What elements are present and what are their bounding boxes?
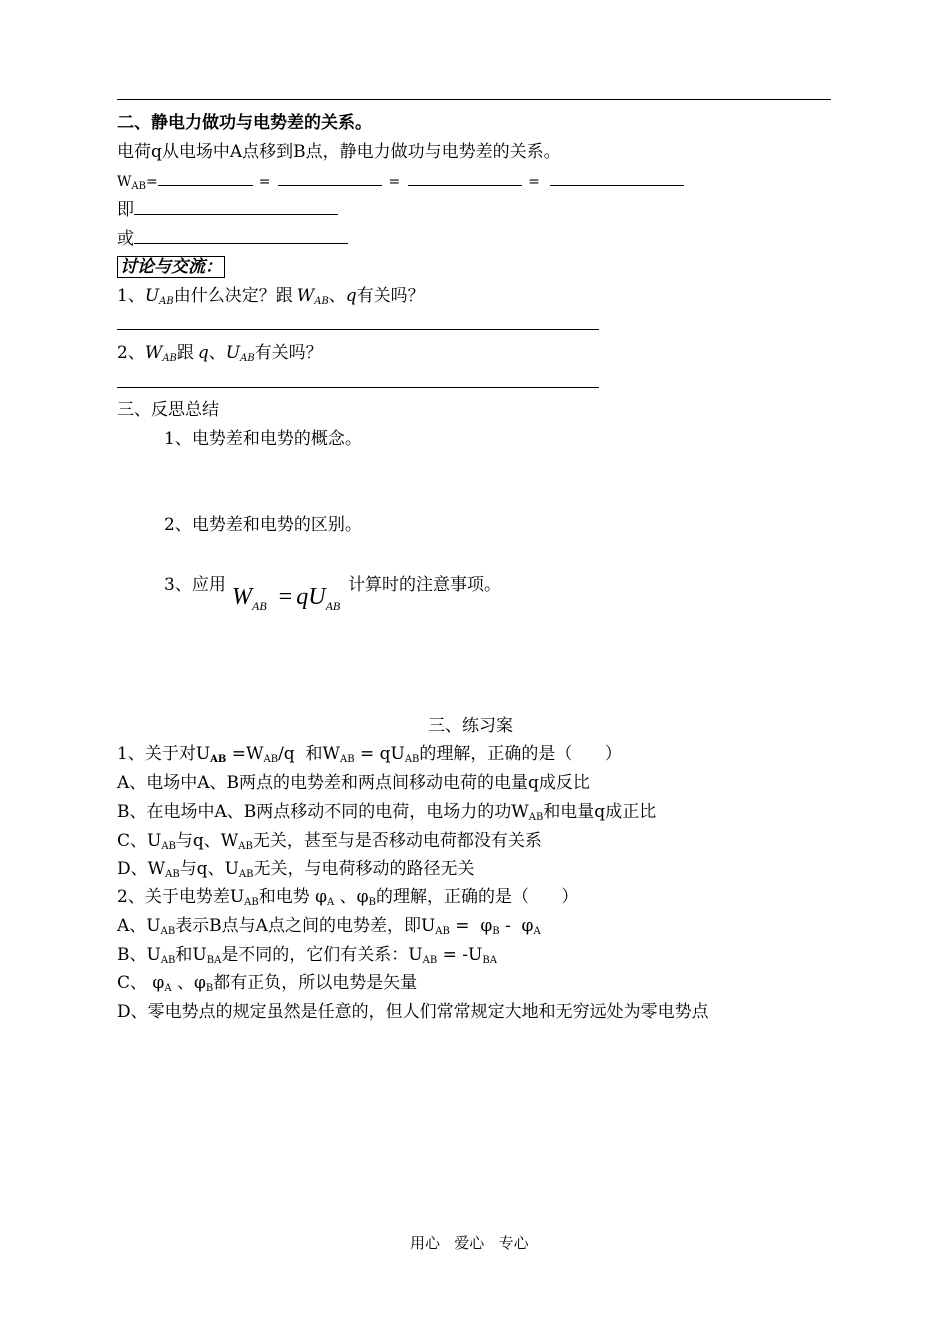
q1-w-sub: AB: [314, 296, 329, 307]
eq-sign-3: =: [388, 174, 401, 190]
q2a-sub1: AB: [160, 926, 176, 937]
q1-u-sub: AB: [159, 296, 174, 307]
q1d-sub2: AB: [238, 869, 254, 880]
q2b-sub1: AB: [160, 955, 176, 966]
q1-u: U: [144, 286, 160, 306]
blank-4[interactable]: [550, 171, 684, 186]
q1-option-a[interactable]: A、电场中A、B两点的电势差和两点间移动电荷的电量q成反比: [117, 773, 590, 793]
eq-sign-2: =: [258, 174, 271, 190]
q2-c: 、φ: [334, 887, 369, 907]
formula-qu: qU: [296, 584, 326, 610]
q1-option-b[interactable]: [117, 801, 656, 829]
discussion-label: 讨论与交流：: [117, 256, 225, 278]
q2a-sub3: B: [492, 926, 500, 937]
q2-end: 有关吗？: [254, 343, 323, 363]
answer-line-q2[interactable]: [117, 387, 599, 388]
q1-prefix: 1、: [117, 286, 145, 306]
eq-sign-1: =: [145, 174, 158, 190]
q1b-b: 和电量q成正比: [543, 802, 657, 822]
practice-q1: [117, 743, 622, 771]
q2a-c: = φ: [449, 916, 493, 936]
q2-w: W: [144, 343, 163, 363]
q2b-c: 是不同的，它们有关系：U: [221, 945, 423, 965]
discussion-q2: [117, 342, 323, 370]
summary-item-2: 2、电势差和电势的区别。: [164, 515, 362, 535]
q1-e: /q 和W: [278, 744, 340, 764]
q2-u: U: [225, 343, 241, 363]
huo-label: 或: [117, 229, 134, 249]
blank-huo[interactable]: [134, 229, 348, 244]
formula-w: W: [232, 584, 252, 610]
q2-option-d[interactable]: D、零电势点的规定虽然是任意的，但人们常常规定大地和无穷远处为零电势点: [117, 1002, 709, 1022]
huo-line: [117, 228, 348, 250]
discussion-label-wrap: [117, 256, 225, 278]
q2b-sub3: AB: [422, 955, 438, 966]
discussion-q1: [117, 285, 425, 313]
q1c-b: 与q、W: [175, 831, 239, 851]
q1-f: AB: [339, 754, 355, 765]
q2c-a: C、 φ: [117, 973, 165, 993]
q2-w-sub: AB: [162, 353, 177, 364]
q2a-sub4: A: [533, 926, 541, 937]
q1-mid: 由什么决定？跟: [173, 286, 293, 306]
q1-c: =W: [226, 744, 264, 764]
q2-a: 2、关于电势差U: [117, 887, 245, 907]
answer-line-q1[interactable]: [117, 329, 599, 330]
formula-w-sub: AB: [252, 599, 267, 613]
q1-b: AB: [210, 754, 227, 765]
practice-q2: [117, 886, 578, 914]
q1c-sub1: AB: [161, 841, 176, 852]
q1d-b: 与q、U: [179, 859, 239, 879]
eq-sign-4: =: [528, 174, 540, 190]
q2c-c: 都有正负，所以电势是矢量: [213, 973, 418, 993]
q1-sep: 、: [328, 286, 346, 306]
q2a-a: A、U: [117, 916, 161, 936]
page-footer: 用心 爱心 专心: [410, 1234, 529, 1252]
q2-b: 和电势 φ: [258, 887, 328, 907]
q2-option-b[interactable]: [117, 944, 497, 972]
summary-item-3-suffix: 计算时的注意事项。: [348, 575, 501, 595]
q1-g: = qU: [354, 744, 405, 764]
q1b-a: B、在电场中A、B两点移动不同的电荷，电场力的功W: [117, 802, 529, 822]
practice-heading: 三、练习案: [428, 716, 513, 736]
blank-ji[interactable]: [134, 200, 338, 215]
q2a-b: 表示B点与A点之间的电势差，即U: [175, 916, 436, 936]
header-rule: [117, 99, 831, 100]
q2-d: 的理解，正确的是（ ）: [375, 887, 579, 907]
q1-q: q: [345, 286, 357, 306]
q1c-c: 无关，甚至与是否移动电荷都没有关系: [252, 831, 542, 851]
q1-a: 1、关于对U: [117, 744, 211, 764]
q2-option-c[interactable]: [117, 972, 417, 1000]
q1-d: AB: [263, 754, 279, 765]
q2a-d: - φ: [499, 916, 534, 936]
q1c-a: C、U: [117, 831, 162, 851]
q2-sub2: A: [327, 897, 335, 908]
q2b-a: B、U: [117, 945, 161, 965]
formula-eq: =: [278, 584, 293, 610]
work-formula: [232, 582, 340, 621]
q2a-sub2: AB: [435, 926, 450, 937]
q1-option-c[interactable]: [117, 830, 542, 858]
q1b-sub: AB: [528, 812, 544, 823]
section2-intro: 电荷q从电场中A点移到B点，静电力做功与电势差的关系。: [117, 142, 561, 162]
q2-sub1: AB: [244, 897, 259, 908]
q2-sub3: B: [368, 897, 376, 908]
q1-i: 的理解，正确的是（ ）: [419, 744, 622, 764]
summary-item-1: 1、电势差和电势的概念。: [164, 429, 362, 449]
blank-2[interactable]: [278, 171, 382, 186]
summary-item-3-prefix: 3、应用: [164, 575, 226, 595]
section2-heading: 二、静电力做功与电势差的关系。: [117, 113, 372, 133]
q2-sep: 、: [208, 343, 226, 363]
q2b-b: 和U: [175, 945, 207, 965]
ji-label: 即: [117, 200, 134, 220]
q1d-c: 无关，与电荷移动的路径无关: [253, 859, 475, 879]
blank-3[interactable]: [408, 171, 522, 186]
q1-w: W: [296, 286, 315, 306]
q2-prefix: 2、: [117, 343, 145, 363]
q1d-a: D、W: [117, 859, 166, 879]
ji-line: [117, 199, 338, 221]
q2b-sub4: BA: [482, 955, 497, 966]
q2c-sub1: A: [164, 983, 172, 994]
q2-u-sub: AB: [240, 353, 255, 364]
q2b-d: = -U: [437, 945, 483, 965]
q1d-sub1: AB: [165, 869, 180, 880]
wab-equation-line: [117, 171, 684, 198]
q2-mid: 跟: [176, 343, 194, 363]
q2b-sub2: BA: [206, 955, 222, 966]
formula-u-sub: AB: [325, 599, 341, 613]
summary-heading: 三、反思总结: [117, 400, 219, 420]
q1-option-d[interactable]: [117, 858, 474, 886]
q1c-sub2: AB: [238, 841, 253, 852]
wab-label-sub: AB: [131, 181, 146, 192]
q1-h: AB: [404, 754, 420, 765]
q1-end: 有关吗？: [356, 286, 425, 306]
wab-label: W: [117, 174, 132, 190]
q2c-b: 、φ: [171, 973, 206, 993]
q2c-sub2: B: [205, 983, 214, 994]
q2-option-a[interactable]: [117, 915, 541, 943]
blank-1[interactable]: [158, 171, 253, 186]
q2-q: q: [197, 343, 209, 363]
